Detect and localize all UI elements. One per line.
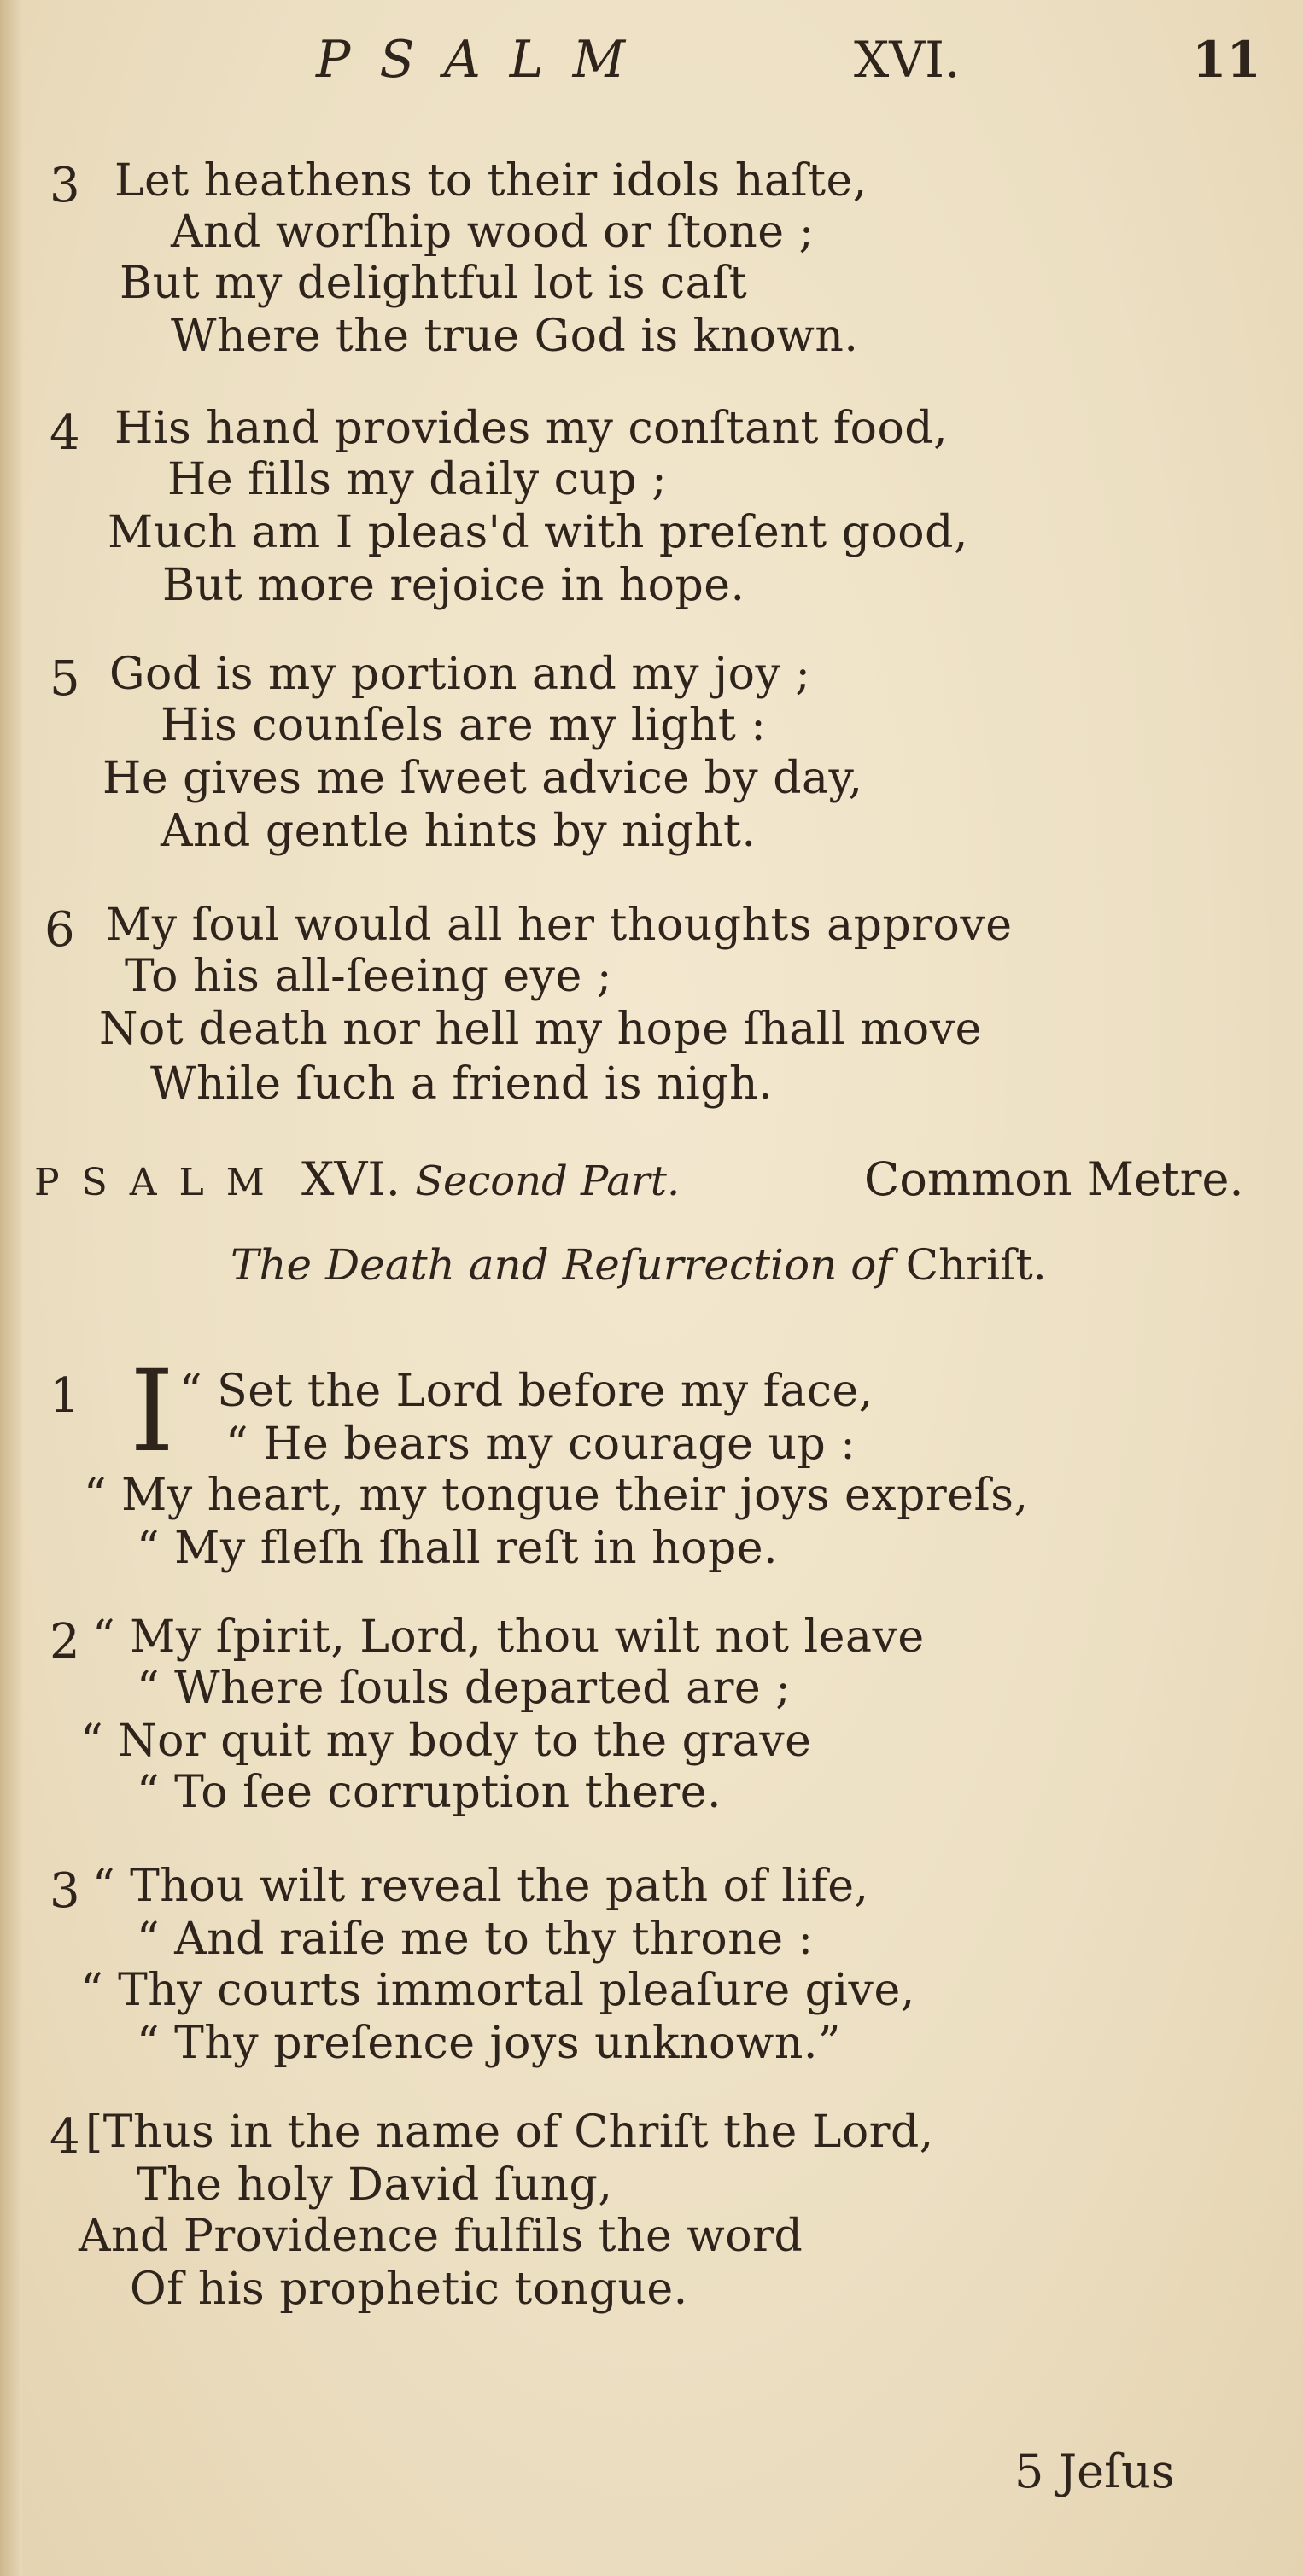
verse-number: 2 (50, 1614, 80, 1670)
verse-number: 3 (50, 1863, 80, 1919)
verse-line: My ſoul would all her thoughts approve (106, 900, 1013, 951)
section-subtitle (231, 1239, 1047, 1291)
verse-line: Not death nor hell my hope ſhall move (99, 1004, 982, 1055)
verse-line: And Providence fulfils the word (79, 2211, 803, 2262)
verse-line: “ Set the Lord before my face, (179, 1366, 874, 1417)
heading-part: Second Part. (415, 1157, 681, 1205)
verse-line: But more rejoice in hope. (162, 560, 745, 611)
drop-cap: I (130, 1346, 175, 1477)
heading-meter: Common Metre. (864, 1152, 1244, 1206)
verse-line: While ſuch a friend is nigh. (150, 1058, 773, 1110)
verse-line: But my delightful lot is caſt (120, 258, 748, 309)
verse-number: 3 (50, 158, 80, 213)
verse-line: His hand provides my conſtant food, (114, 403, 949, 454)
verse-line: And gentle hints by night. (161, 806, 757, 857)
verse-line: “ And raiſe me to thy throne : (137, 1914, 814, 1965)
heading-psalm-number: XVI. (301, 1152, 400, 1206)
verse-line: Much am I pleas'd with preſent good, (108, 507, 968, 558)
page-gutter (0, 0, 22, 2576)
running-header (0, 26, 1303, 94)
section-heading (34, 1152, 1289, 1210)
verse-line: “ My ſpirit, Lord, thou wilt not leave (92, 1611, 925, 1663)
verse-line: The holy David ſung, (137, 2159, 613, 2211)
verse-line: “ Thy courts immortal pleaſure give, (80, 1965, 915, 2016)
verse-line: “ Where ſouls departed are ; (137, 1663, 792, 1714)
verse-number: 1 (50, 1368, 80, 1424)
verse-number: 4 (50, 2109, 80, 2165)
verse-line: “ To ſee corruption there. (137, 1767, 722, 1818)
verse-line: To his all-ſeeing eye ; (125, 951, 612, 1002)
verse-line: “ My heart, my tongue their joys expreſs, (84, 1470, 1029, 1521)
verse-line: He fills my daily cup ; (167, 454, 668, 505)
verse-line: “ Thy preſence joys unknown.” (137, 2018, 841, 2069)
verse-line: God is my portion and my joy ; (109, 649, 811, 700)
verse-line: “ Nor quit my body to the grave (80, 1716, 812, 1767)
catchword: 5 Jeſus (1014, 2445, 1175, 2498)
verse-number: 6 (44, 902, 75, 958)
verse-line: [Thus in the name of Chriſt the Lord, (85, 2107, 934, 2158)
page-number: 11 (1192, 31, 1261, 89)
heading-psalm: PSALM (34, 1161, 287, 1204)
verse-line: His counſels are my light : (161, 700, 767, 751)
verse-line: Where the true God is known. (171, 311, 859, 362)
subtitle-roman: Chriſt. (905, 1240, 1047, 1290)
verse-number: 5 (50, 651, 80, 707)
verse-line: “ He bears my courage up : (225, 1419, 856, 1470)
verse-line: Let heathens to their idols haſte, (114, 155, 868, 207)
verse-line: “ Thou wilt reveal the path of life, (92, 1861, 869, 1912)
header-title: PSALM (316, 30, 655, 90)
verse-line: He gives me ſweet advice by day, (102, 753, 863, 804)
verse-line: Of his prophetic tongue. (130, 2264, 688, 2315)
verse-line: “ My fleſh ſhall reſt in hope. (137, 1523, 779, 1574)
verse-number: 4 (50, 405, 80, 461)
header-psalm-number: XVI. (854, 31, 961, 89)
subtitle-italic: The Death and Reſurrection of (231, 1240, 892, 1290)
verse-line: And worſhip wood or ſtone ; (171, 207, 815, 258)
